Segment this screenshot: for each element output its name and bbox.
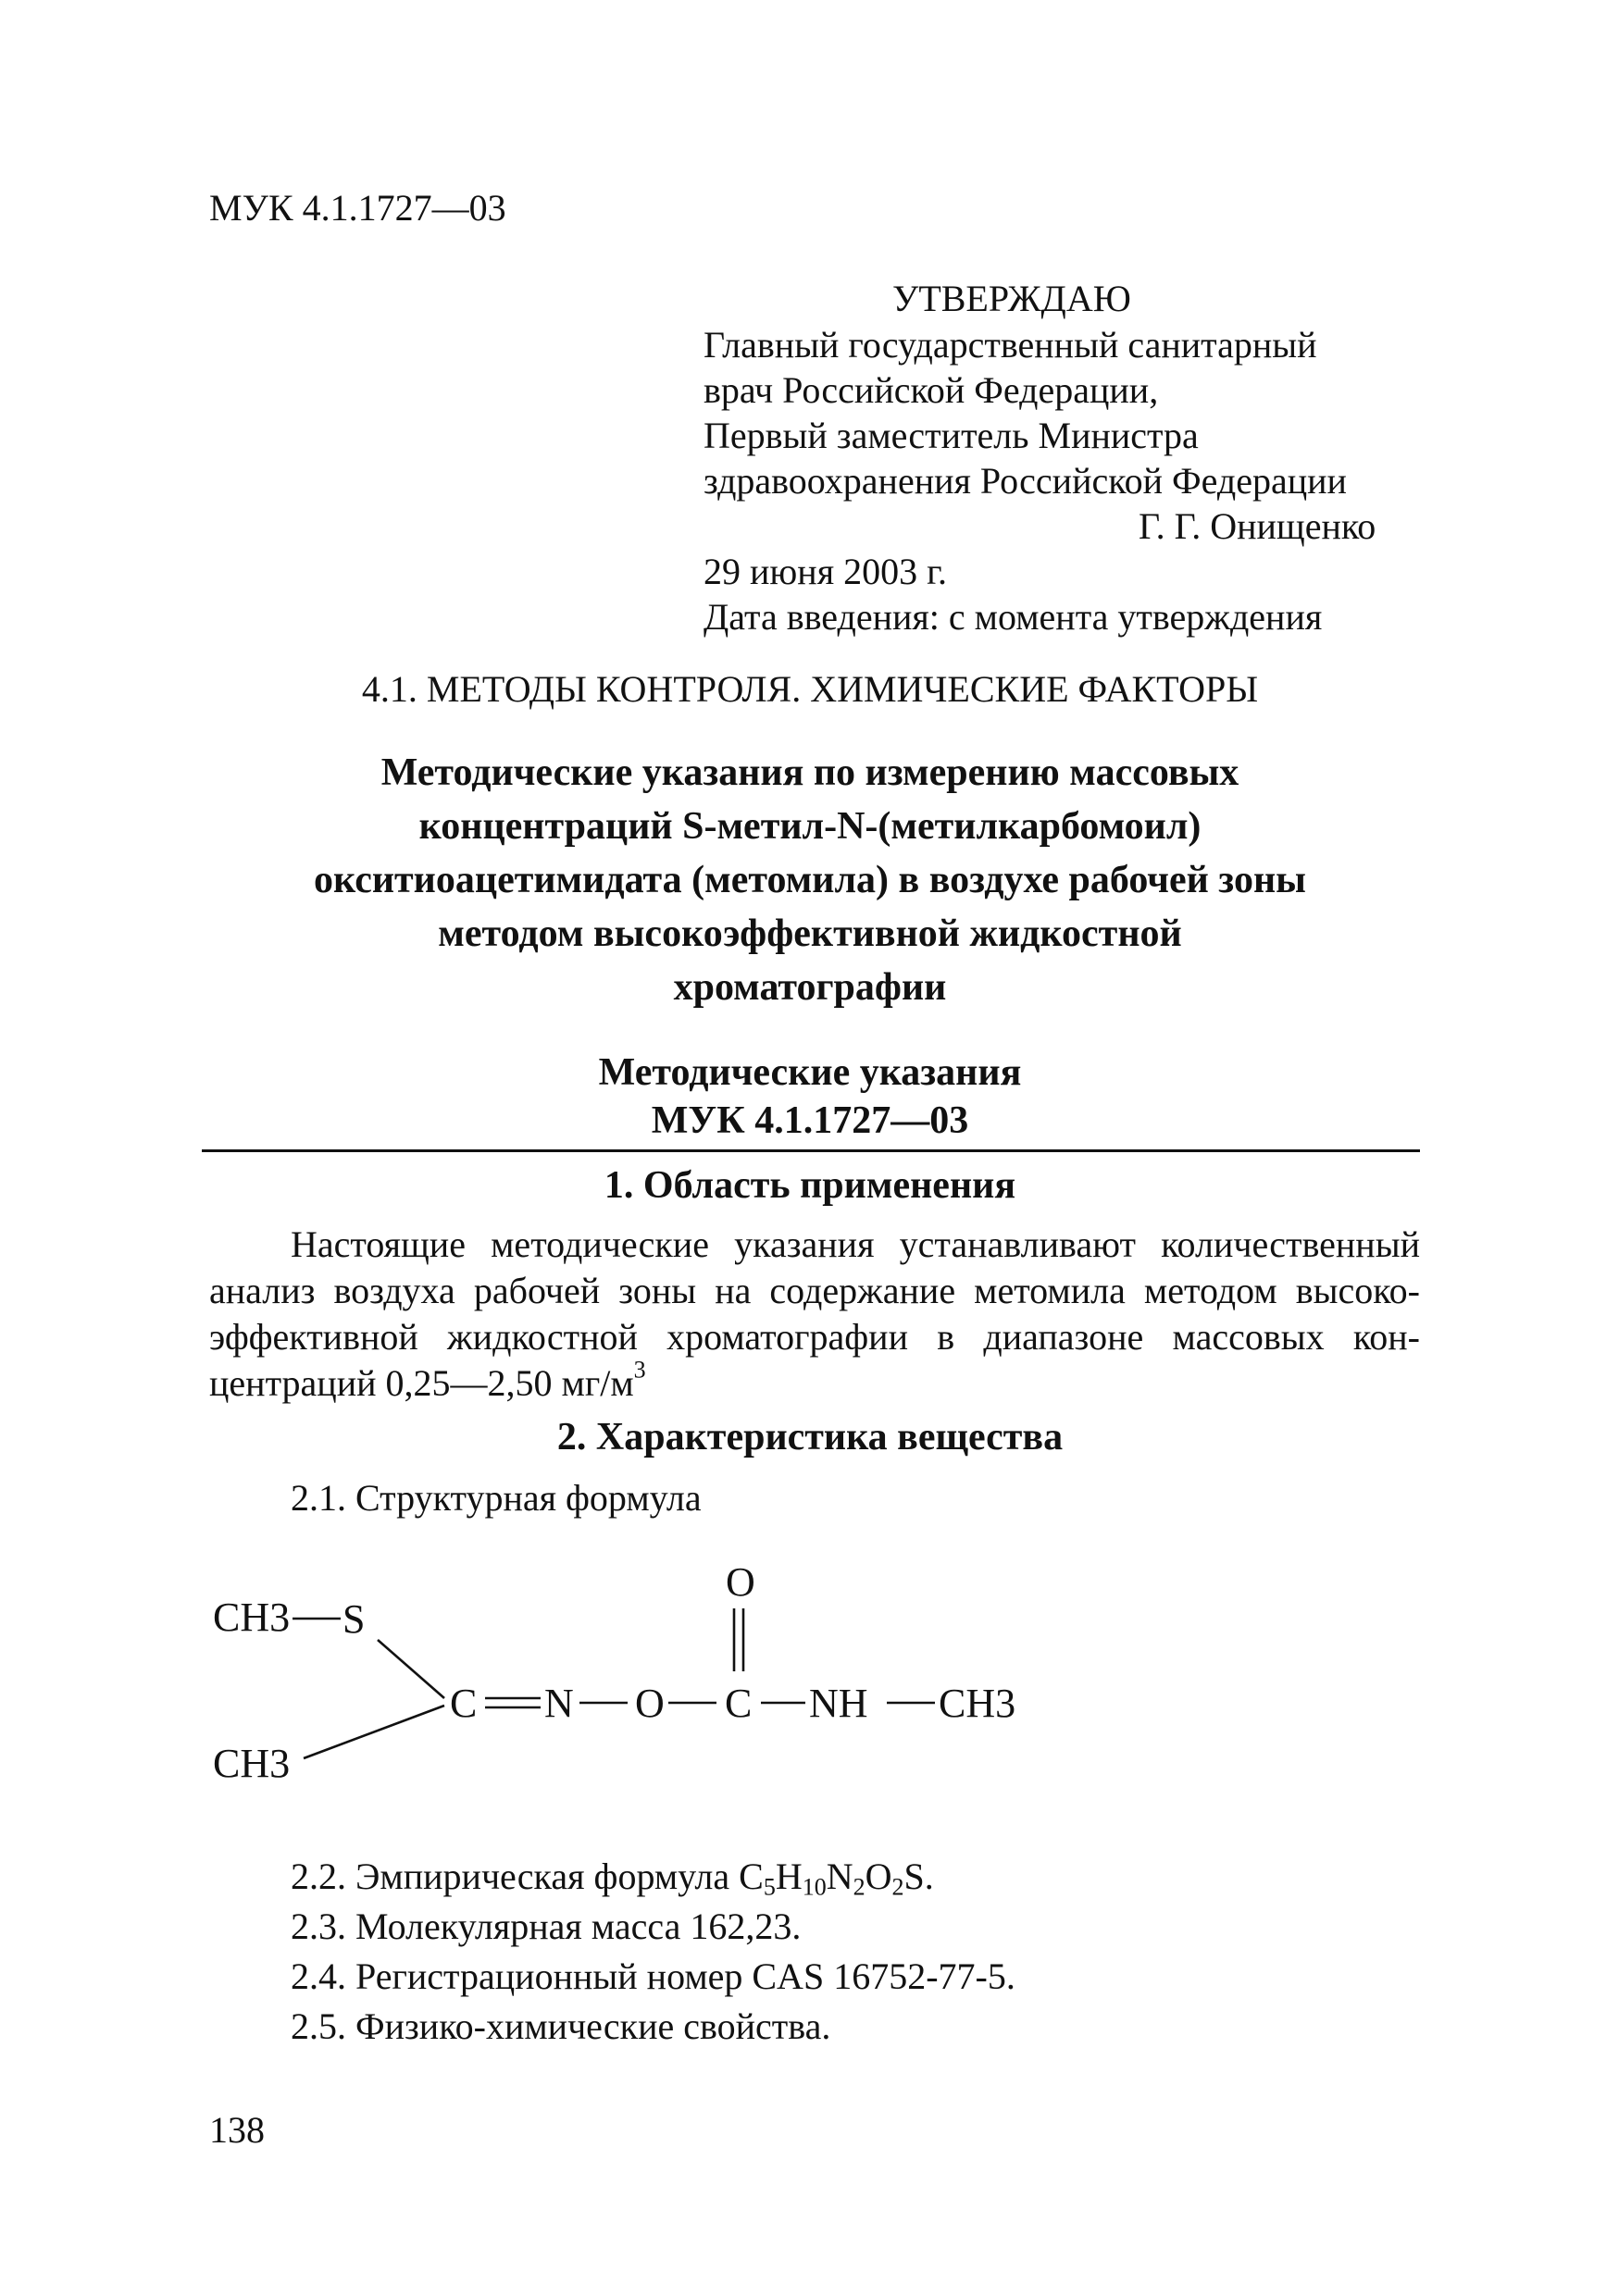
main-title-line: окситиоацетимидата (метомила) в воздухе рабочей зоны (314, 859, 1306, 901)
item-text: 2.2. Эмпирическая формула C (291, 1855, 764, 1897)
main-title-line: концентраций S-метил-N-(метилкарбомоил) (418, 805, 1202, 848)
subtitle-code: МУК 4.1.1727—03 (651, 1099, 969, 1142)
approval-line: здравоохранения Российской Федерации (704, 460, 1347, 502)
formula-s: S (342, 1596, 366, 1642)
list-item: 2.1. Структурная формула (291, 1477, 702, 1519)
approval-line: Главный государственный санитарный (704, 324, 1317, 366)
formula-o-top: O (726, 1559, 755, 1605)
formula-c-carbonyl: C (725, 1681, 753, 1726)
formula-o-mid: O (635, 1681, 665, 1726)
approval-signer: Г. Г. Онищенко (1139, 505, 1376, 547)
formula-ch3-bottom: CH3 (213, 1741, 291, 1786)
approval-date: 29 июня 2003 г. (704, 551, 947, 592)
approval-line: Первый заместитель Министра (704, 415, 1199, 456)
subscript: 10 (802, 1873, 827, 1901)
list-item: 2.4. Регистрационный номер CAS 16752-77-5. (291, 1955, 1015, 1997)
formula-ch3-top: CH3 (213, 1595, 291, 1640)
main-title-line: хроматографии (673, 966, 947, 1009)
main-title (194, 746, 1426, 1014)
formula-ch3-right: CH3 (939, 1681, 1016, 1726)
list-item: 2.3. Молекулярная масса 162,23. (291, 1905, 802, 1947)
main-title-line: методом высокоэффективной жидкостной (438, 912, 1182, 955)
divider (202, 1149, 1420, 1152)
subscript: 2 (891, 1873, 904, 1901)
list-item: 2.5. Физико-химические свойства. (291, 2005, 831, 2047)
bond (304, 1706, 444, 1758)
superscript: 3 (633, 1356, 646, 1384)
subtitle (194, 1049, 1426, 1145)
paragraph-line (209, 1356, 1420, 1407)
page-number: 138 (209, 2109, 265, 2151)
subscript: 5 (763, 1873, 776, 1901)
section-1-heading: 1. Область применения (604, 1164, 1016, 1207)
section-2-heading: 2. Характеристика вещества (556, 1416, 1064, 1458)
section-heading: 4.1. МЕТОДЫ КОНТРОЛЯ. ХИМИЧЕСКИЕ ФАКТОРЫ (361, 668, 1259, 710)
subtitle-line: Методические указания (598, 1051, 1022, 1094)
approval-title: УТВЕРЖДАЮ (892, 278, 1131, 319)
paragraph-text: центраций 0,25—2,50 мг/м (209, 1362, 634, 1404)
document-code: МУК 4.1.1727—03 (209, 187, 506, 229)
paragraph-line: Настоящие методические указания устанавливают количественный (291, 1223, 1420, 1265)
formula-c-center: C (450, 1681, 478, 1726)
approval-line: врач Российской Федерации, (704, 369, 1159, 411)
item-text: S. (903, 1855, 934, 1897)
item-text: N (826, 1855, 853, 1897)
bond (378, 1640, 444, 1698)
approval-effective-date: Дата введения: с момента утверждения (704, 596, 1323, 638)
section-1-paragraph (209, 1222, 1420, 1407)
list-item-empirical-formula (291, 1854, 934, 1900)
structural-formula (202, 1555, 1053, 1795)
item-text: O (865, 1855, 892, 1897)
formula-nh: NH (809, 1681, 868, 1726)
item-text: H (775, 1855, 803, 1897)
subscript: 2 (853, 1873, 866, 1901)
paragraph-line: эффективной жидкостной хроматографии в диапазоне массовых кон- (209, 1316, 1420, 1358)
main-title-line: Методические указания по измерению массовых (380, 751, 1239, 794)
paragraph-line: анализ воздуха рабочей зоны на содержание метомила методом высоко- (209, 1270, 1420, 1311)
formula-n: N (544, 1681, 574, 1726)
